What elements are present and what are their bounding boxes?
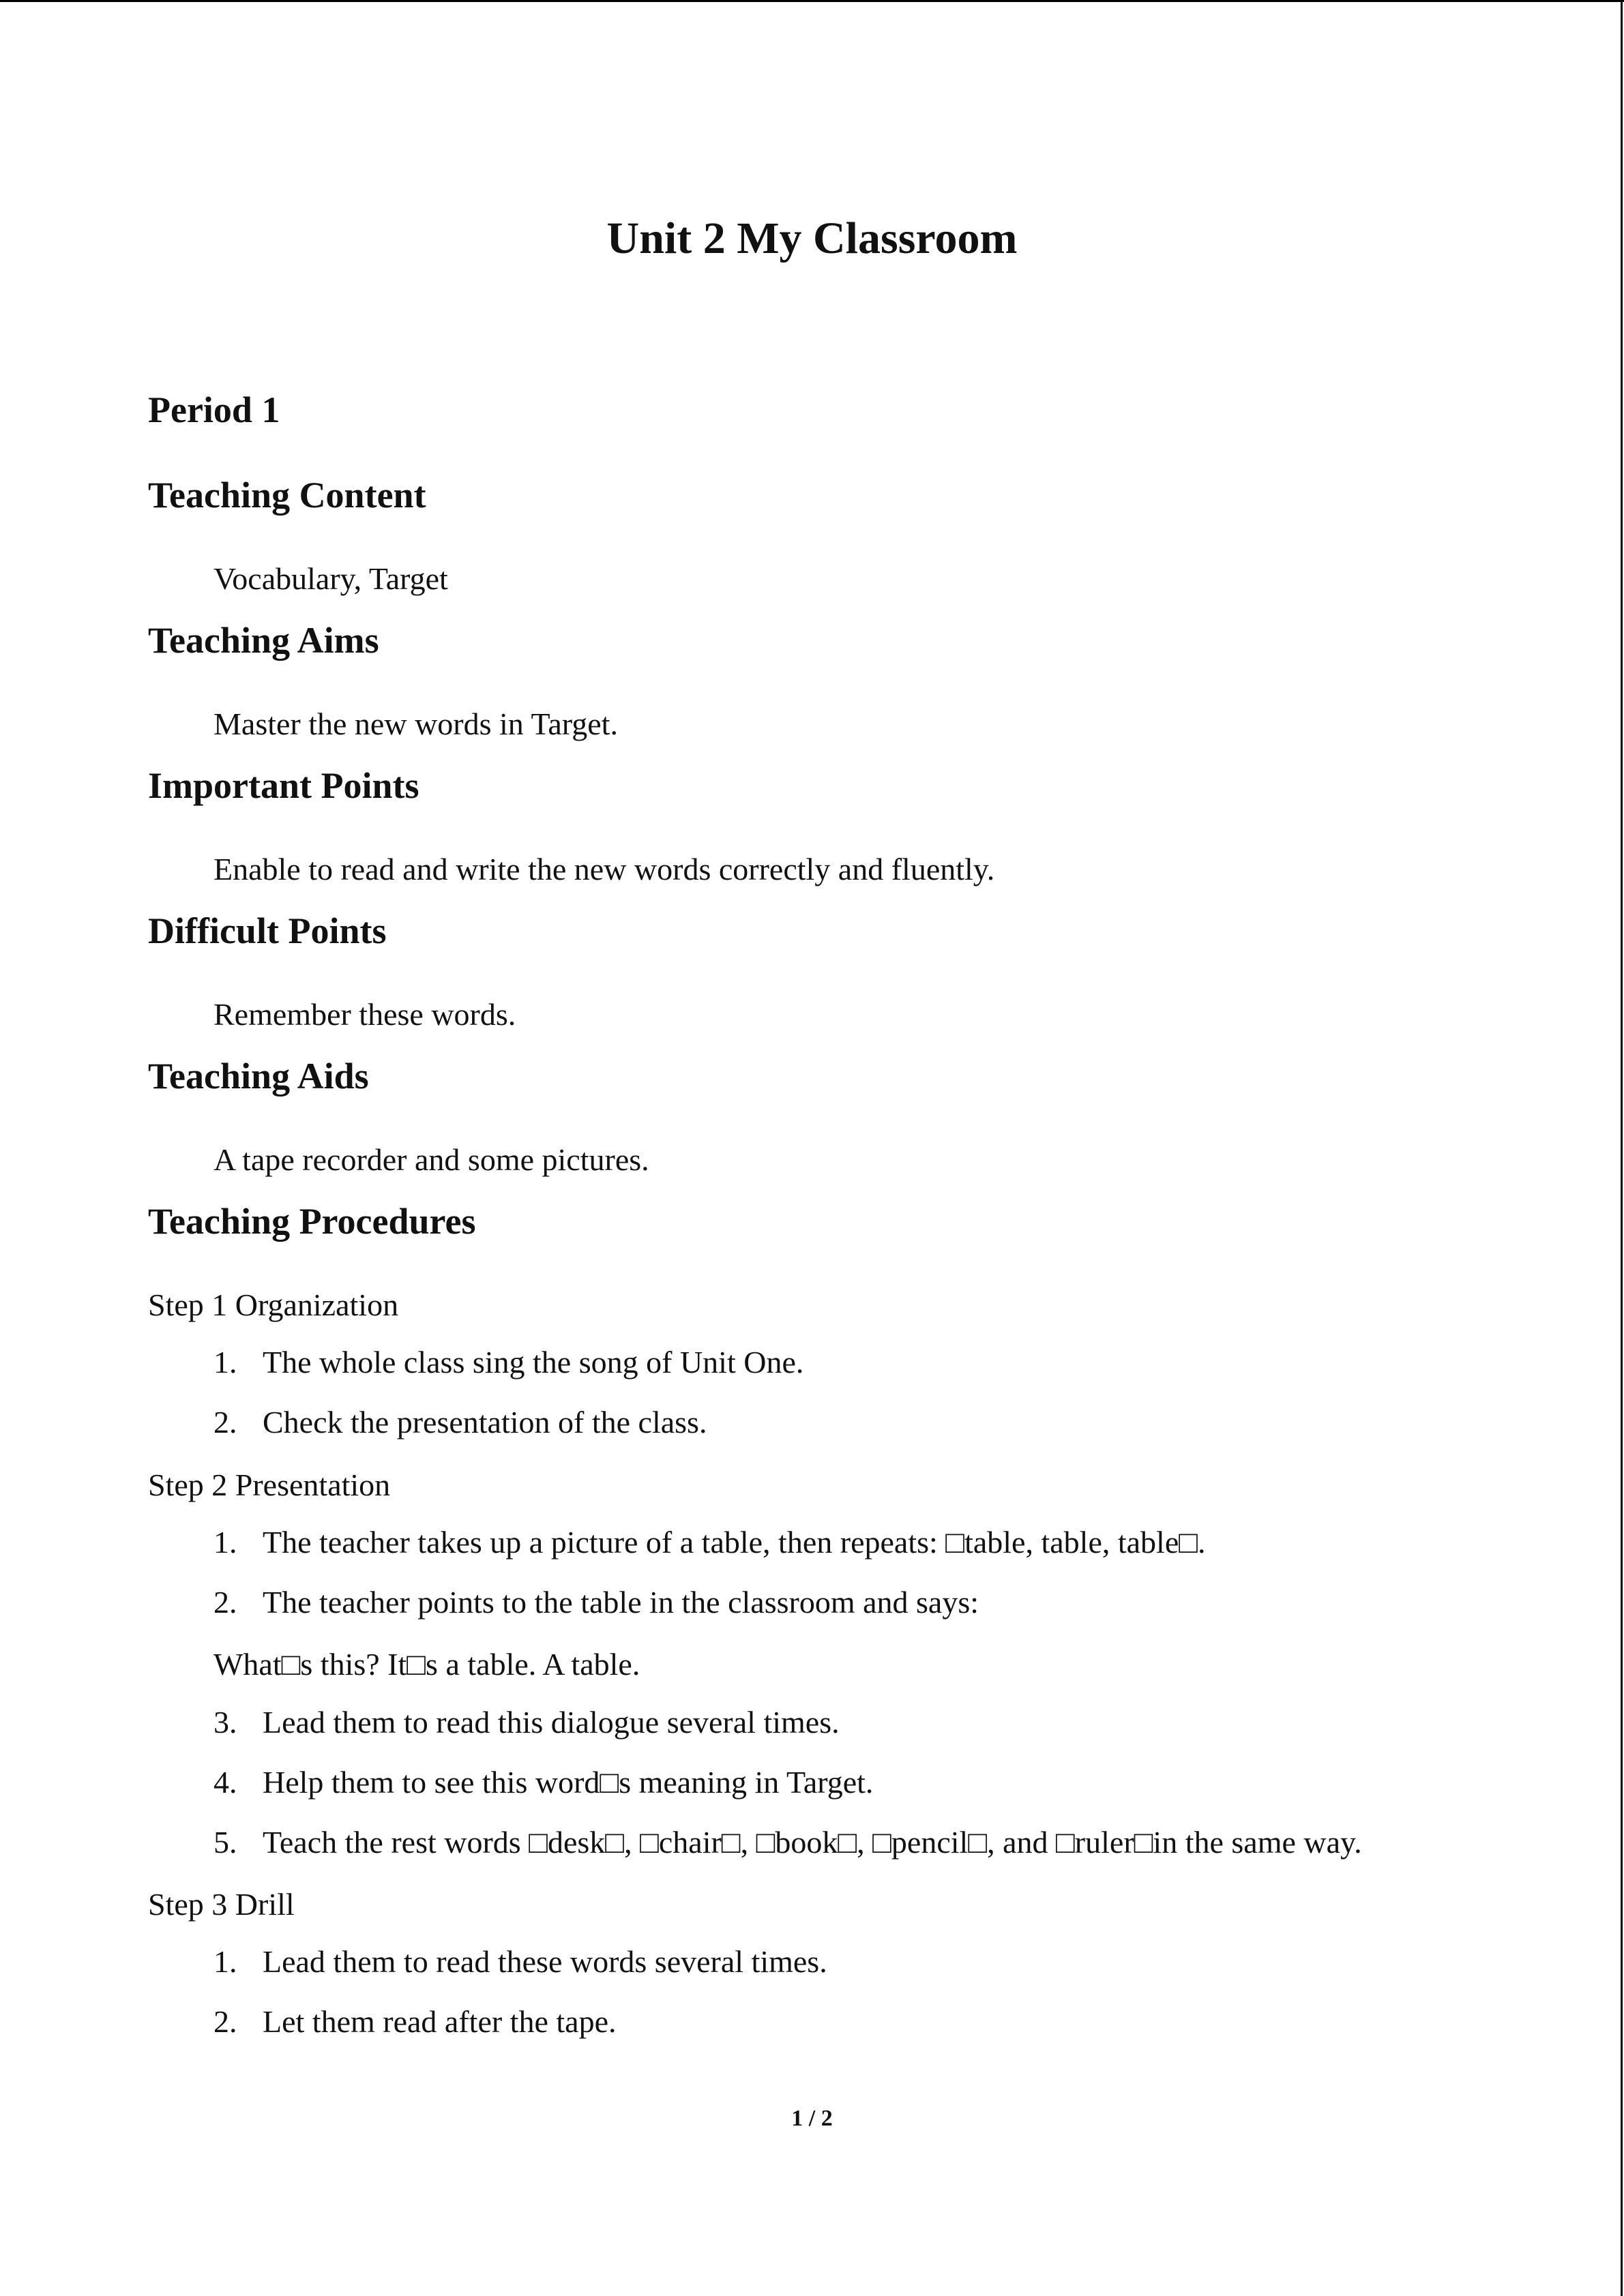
important-points-heading: Important Points bbox=[148, 765, 419, 806]
teaching-aims-text: Master the new words in Target. bbox=[213, 706, 618, 741]
list-item-number: 5. bbox=[213, 1825, 237, 1860]
step-1-label: Step 1 Organization bbox=[148, 1287, 399, 1322]
dialogue-text: What□s this? It□s a table. A table. bbox=[213, 1647, 640, 1682]
page-border-top bbox=[0, 0, 1624, 2]
document-title: Unit 2 My Classroom bbox=[606, 213, 1018, 263]
list-item-text: Check the presentation of the class. bbox=[263, 1405, 707, 1440]
list-item-number: 1. bbox=[213, 1525, 237, 1560]
list-item-text: The teacher takes up a picture of a table, then repeats: □table, table, table□. bbox=[263, 1525, 1206, 1560]
list-item bbox=[213, 1582, 979, 1623]
list-item bbox=[213, 1402, 707, 1443]
important-points-text: Enable to read and write the new words correctly and fluently. bbox=[213, 852, 995, 886]
teaching-content-heading: Teaching Content bbox=[148, 475, 426, 516]
list-item bbox=[213, 1762, 873, 1803]
list-item-text: The whole class sing the song of Unit One. bbox=[263, 1345, 804, 1380]
teaching-procedures-heading: Teaching Procedures bbox=[148, 1201, 476, 1242]
teaching-content-text: Vocabulary, Target bbox=[213, 561, 448, 596]
list-item-number: 4. bbox=[213, 1765, 237, 1800]
list-item-number: 2. bbox=[213, 1585, 237, 1620]
list-item-number: 1. bbox=[213, 1944, 237, 1979]
difficult-points-heading: Difficult Points bbox=[148, 910, 387, 951]
list-item-text: Let them read after the tape. bbox=[263, 2004, 617, 2039]
list-item-number: 3. bbox=[213, 1705, 237, 1740]
difficult-points-text: Remember these words. bbox=[213, 997, 516, 1032]
period-heading: Period 1 bbox=[148, 389, 280, 430]
list-item-text: Lead them to read these words several times. bbox=[263, 1944, 827, 1979]
list-item-text: The teacher points to the table in the classroom and says: bbox=[263, 1585, 979, 1620]
list-item bbox=[213, 1941, 827, 1982]
list-item bbox=[213, 1822, 1362, 1863]
list-item bbox=[213, 1342, 803, 1383]
list-item bbox=[213, 1702, 840, 1743]
list-item-number: 2. bbox=[213, 2004, 237, 2039]
teaching-aids-text: A tape recorder and some pictures. bbox=[213, 1142, 649, 1177]
teaching-aids-heading: Teaching Aids bbox=[148, 1056, 369, 1097]
list-item-text: Lead them to read this dialogue several times. bbox=[263, 1705, 840, 1740]
page-border-right bbox=[1621, 0, 1623, 2296]
list-item bbox=[213, 2001, 617, 2042]
teaching-aims-heading: Teaching Aims bbox=[148, 620, 379, 661]
list-item bbox=[213, 1522, 1206, 1563]
step-2-label: Step 2 Presentation bbox=[148, 1467, 391, 1502]
list-item-text: Teach the rest words □desk□, □chair□, □book□, □pencil□, and □ruler□in the same way. bbox=[263, 1825, 1362, 1860]
list-item-number: 2. bbox=[213, 1405, 237, 1440]
list-item-number: 1. bbox=[213, 1345, 237, 1380]
step-3-label: Step 3 Drill bbox=[148, 1887, 295, 1922]
page-number: 1 / 2 bbox=[791, 2106, 833, 2131]
list-item-text: Help them to see this word□s meaning in Target. bbox=[263, 1765, 874, 1800]
